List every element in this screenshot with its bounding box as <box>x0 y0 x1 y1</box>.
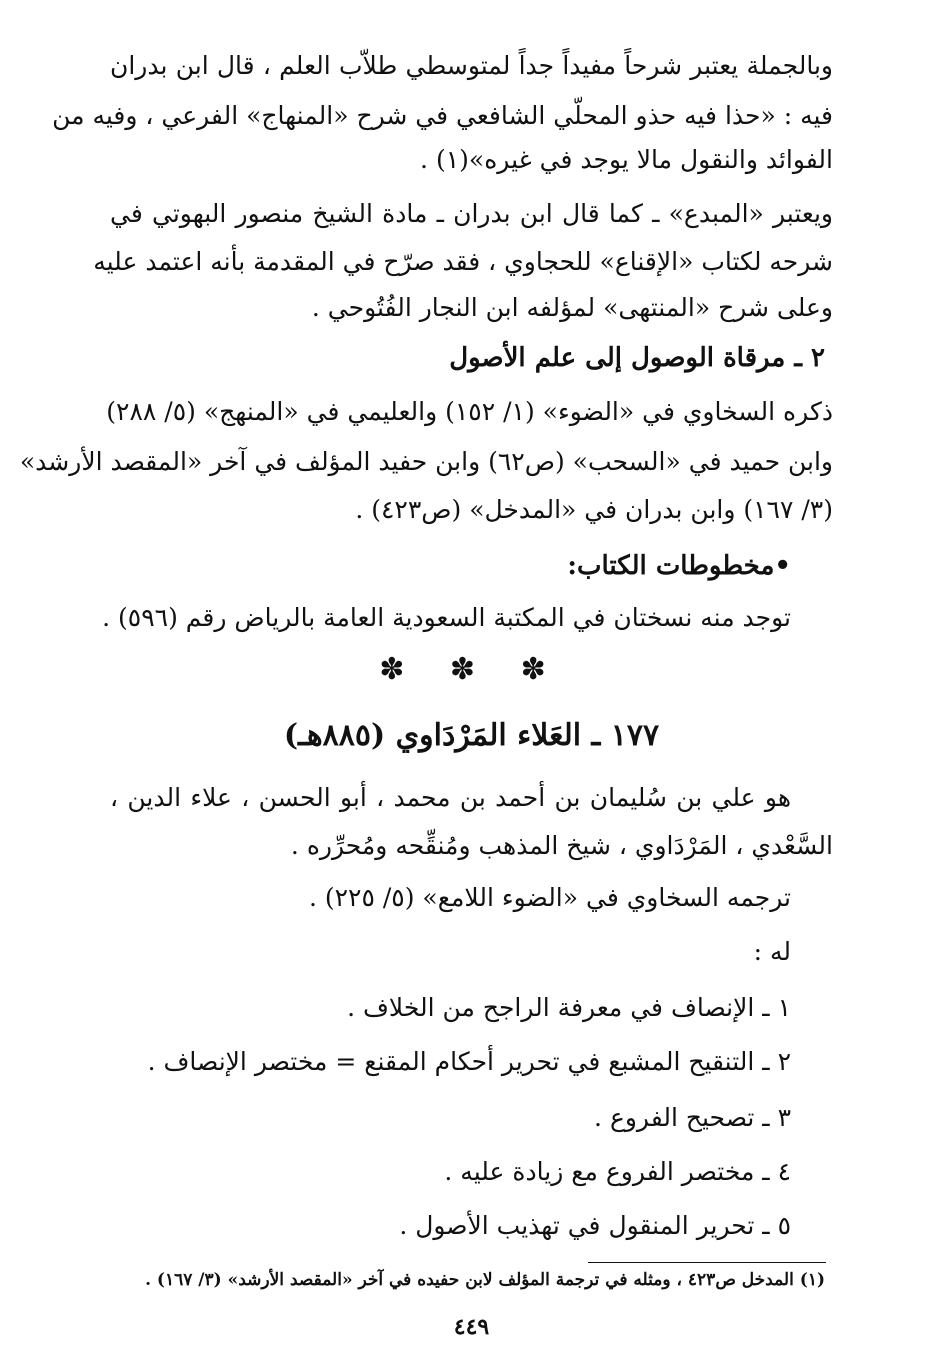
entry-title: ١٧٧ ـ العَلاء المَرْدَاوي (٨٨٥هـ) <box>283 718 660 753</box>
list-item: ٤ ـ مختصر الفروع مع زيادة عليه . <box>444 1157 791 1186</box>
paragraph-line: ويعتبر «المبدع» ـ كما قال ابن بدران ـ مادة الشيخ منصور البهوتي في <box>110 199 833 228</box>
section-heading: ٢ ـ مرقاة الوصول إلى علم الأصول <box>449 343 825 373</box>
manuscripts-heading: •مخطوطات الكتاب: <box>567 551 791 581</box>
paragraph-line: وبالجملة يعتبر شرحاً مفيداً جداً لمتوسطي طلاّب العلم ، قال ابن بدران <box>110 51 833 80</box>
section-separator: ✽ ✽ ✽ <box>379 652 564 687</box>
list-item: ٢ ـ التنقيح المشبع في تحرير أحكام المقنع = مختصر الإنصاف . <box>147 1047 791 1076</box>
paragraph-line: وعلى شرح «المنتهى» لمؤلفه ابن النجار الفُتُوحي . <box>311 293 833 322</box>
manuscripts-text: توجد منه نسختان في المكتبة السعودية العامة بالرياض رقم (٥٩٦) . <box>102 603 791 632</box>
paragraph-line: وابن حميد في «السحب» (ص٦٢) وابن حفيد المؤلف في آخر «المقصد الأرشد» <box>19 447 833 476</box>
footnote-divider <box>588 1262 826 1263</box>
list-item: ٣ ـ تصحيح الفروع . <box>594 1103 791 1132</box>
translation-reference: ترجمه السخاوي في «الضوء اللامع» (٥/ ٢٢٥) . <box>308 883 791 912</box>
paragraph-line: السَّعْدي ، المَرْدَاوي ، شيخ المذهب ومُنقِّحه ومُحرِّره . <box>290 831 833 860</box>
paragraph-line: الفوائد والنقول مالا يوجد في غيره»(١) . <box>420 145 833 174</box>
page-number: ٤٤٩ <box>453 1314 490 1340</box>
paragraph-line: شرحه لكتاب «الإقناع» للحجاوي ، فقد صرّح في المقدمة بأنه اعتمد عليه <box>93 247 833 276</box>
list-item: ١ ـ الإنصاف في معرفة الراجح من الخلاف . <box>347 993 791 1022</box>
list-item: ٥ ـ تحرير المنقول في تهذيب الأصول . <box>399 1211 791 1240</box>
works-label: له : <box>753 937 791 966</box>
footnote: (١) المدخل ص٤٢٣ ، ومثله في ترجمة المؤلف لابن حفيده في آخر «المقصد الأرشد» (٣/ ١٦٧) . <box>145 1270 825 1290</box>
paragraph-line: (٣/ ١٦٧) وابن بدران في «المدخل» (ص٤٢٣) . <box>355 495 833 524</box>
paragraph-line: فيه : «حذا فيه حذو المحلّي الشافعي في شرح «المنهاج» الفرعي ، وفيه من <box>52 101 833 130</box>
paragraph-line: هو علي بن سُليمان بن أحمد بن محمد ، أبو الحسن ، علاء الدين ، <box>110 783 791 812</box>
paragraph-line: ذكره السخاوي في «الضوء» (١/ ١٥٢) والعليمي في «المنهج» (٥/ ٢٨٨) <box>106 397 833 426</box>
